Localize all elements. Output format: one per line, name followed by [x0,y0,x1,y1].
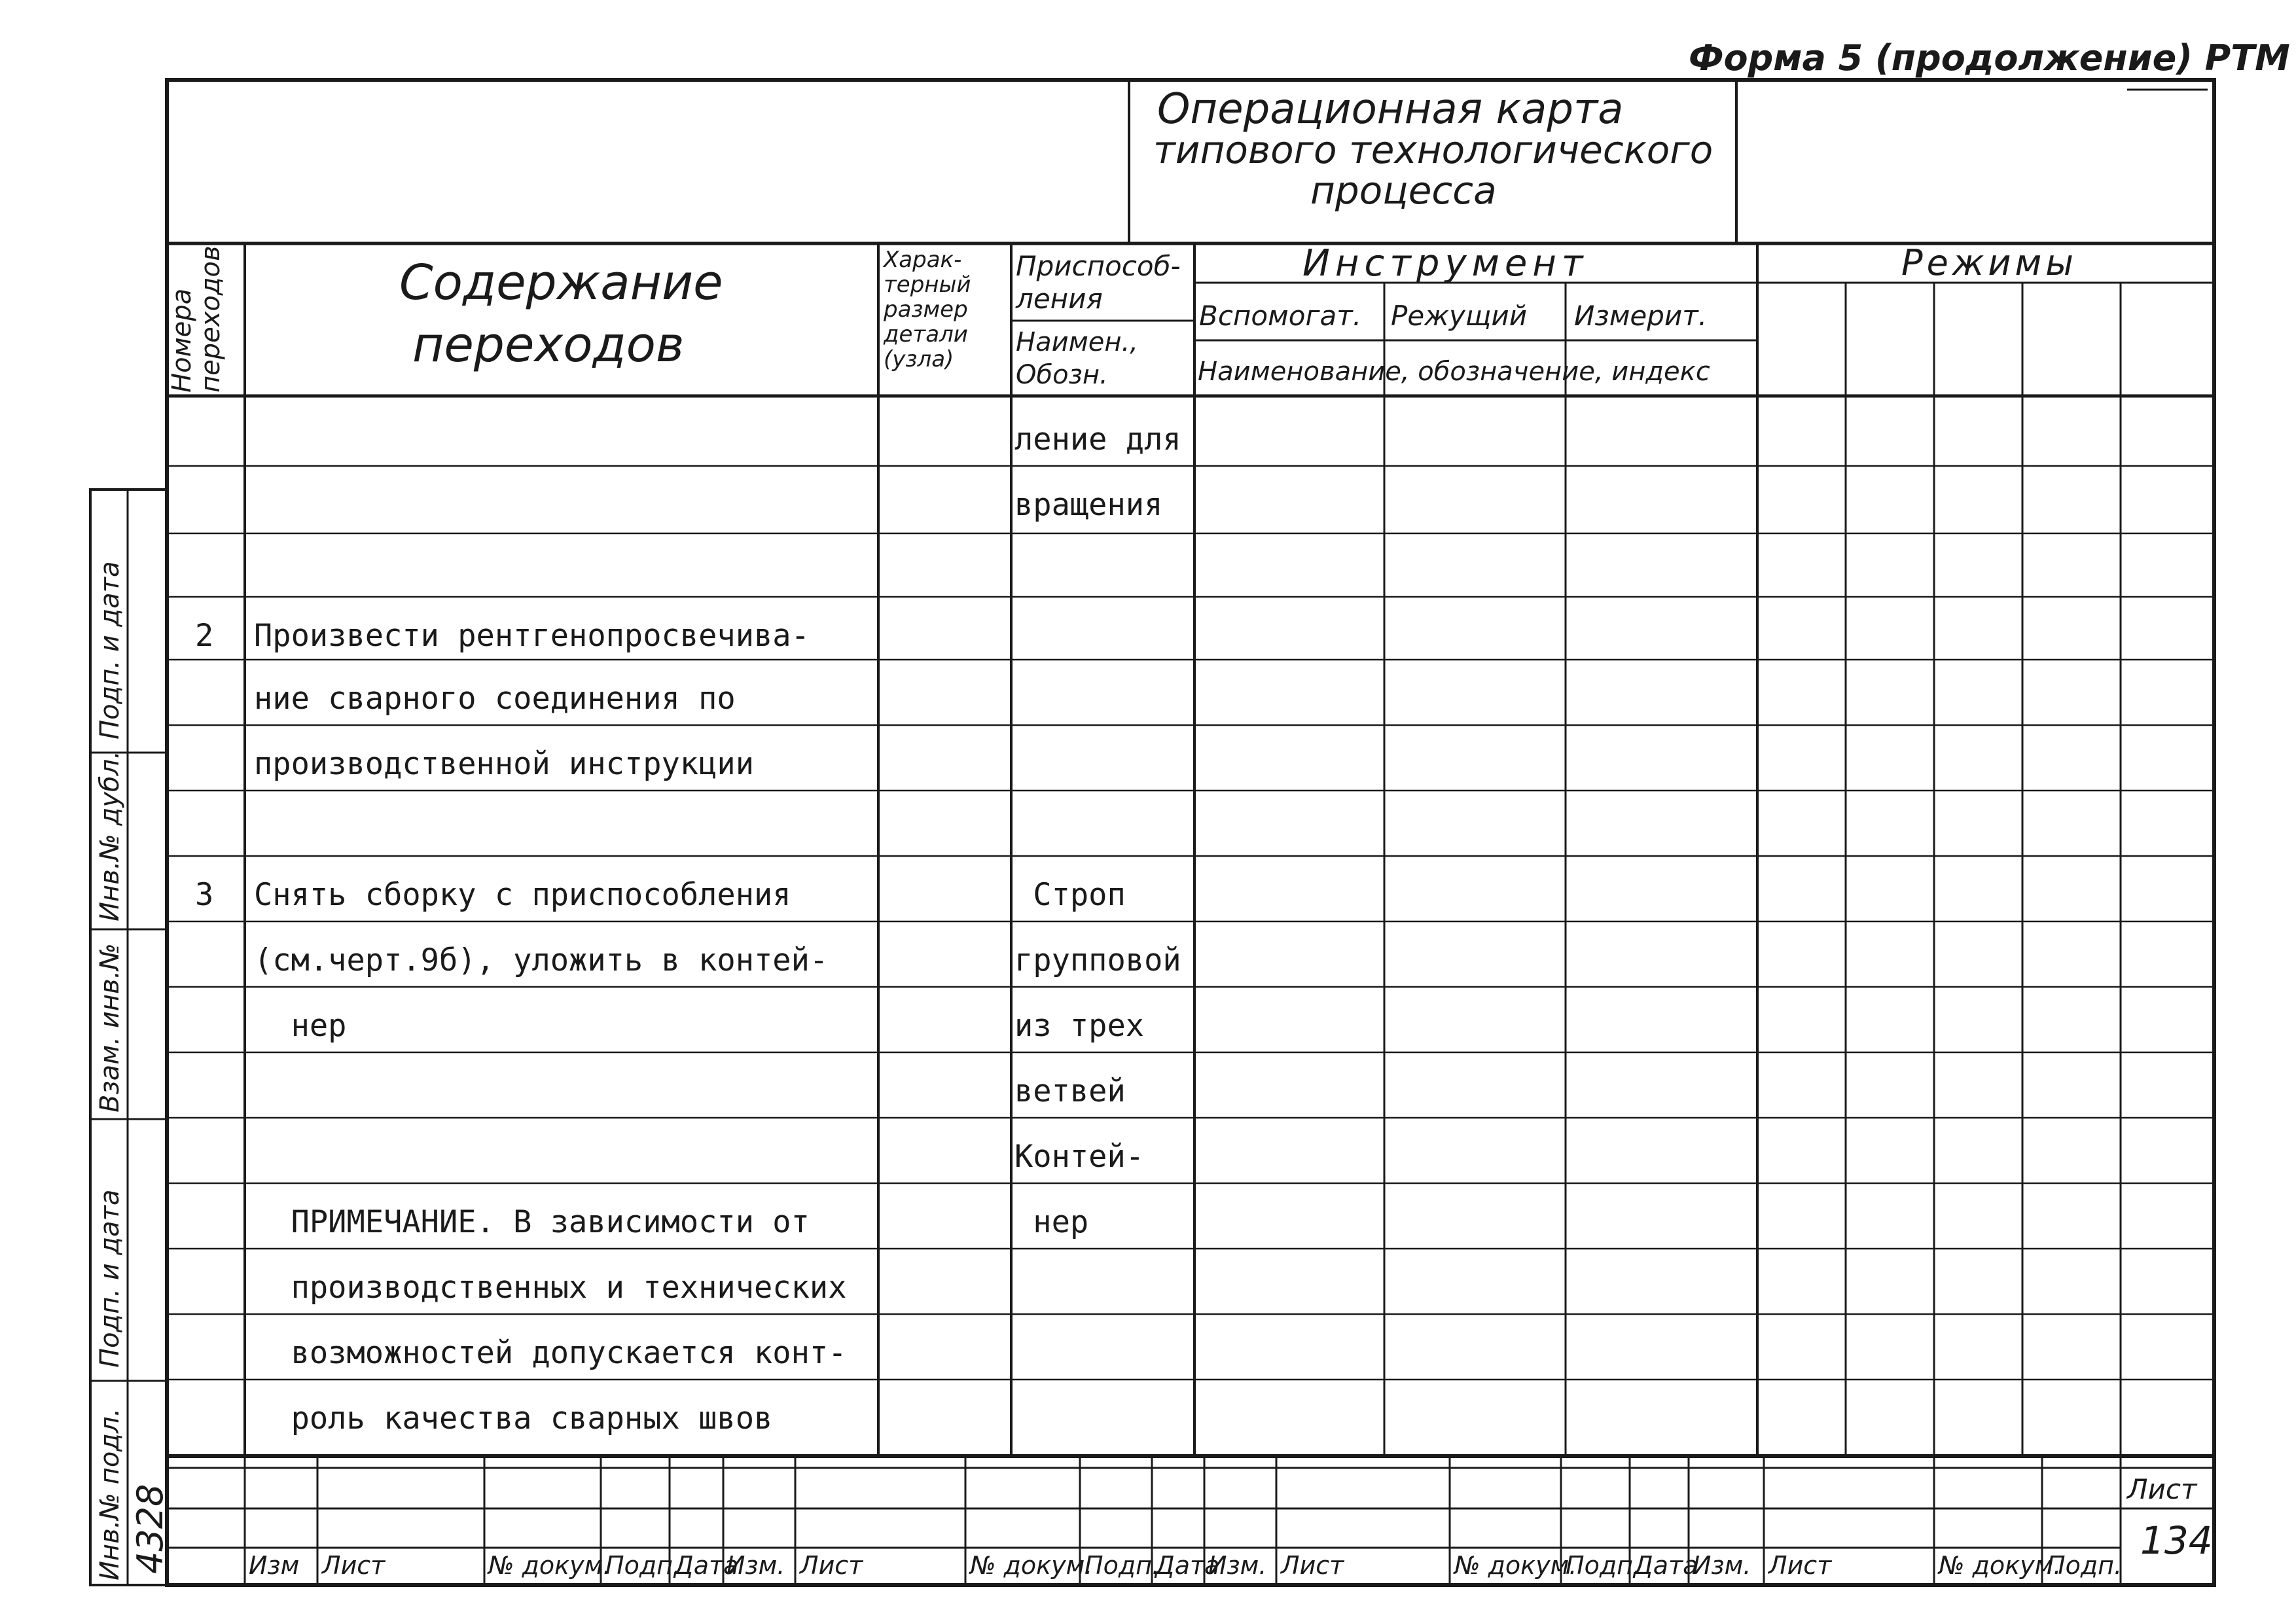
footer-label: Изм [249,1551,300,1580]
footer-label: Подп. [1566,1551,1641,1580]
header-instr-cut: Режущий [1391,300,1528,332]
footer-label: Изм. [1693,1551,1751,1580]
footer-label: Изм. [1208,1551,1267,1580]
stamp-sign-date-1: Подп. и дата [95,561,125,740]
header-fixtures-line1: Приспособ- [1016,250,1181,282]
stamp-dup-inv: Инв.№ дубл. [95,751,125,921]
stamp-orig-inv: Инв.№ подл. [95,1408,125,1580]
header-fixtures [1016,250,1181,315]
footer-label: Лист [800,1551,863,1580]
form-label: Форма 5 (продолжение) РТМ [1689,37,2290,79]
header-instr-meas: Измерит. [1574,300,1708,332]
footer-label: Дата [1155,1551,1220,1580]
row-fixture: нер [1014,1204,1089,1240]
footer-label: Дата [1634,1551,1698,1580]
row-content: Произвести рентгенопросвечива- [254,618,810,654]
row-content: ние сварного соединения по [254,681,736,717]
header-char-size-line4: детали [884,321,968,348]
header-fixtures-sub-line2: Обозн. [1016,360,1108,390]
row-fixture: Контей- [1014,1139,1145,1175]
header-char-size-line3: размер [884,296,968,323]
row-content: Снять сборку с приспособления [254,877,791,913]
row-fixture: из трех [1014,1008,1145,1044]
row-fixture: групповой [1014,942,1181,978]
row-content: (см.черт.9б), уложить в контей- [254,942,829,978]
footer-label: № докум. [1454,1551,1577,1580]
card-title-line1: Операционная карта [1157,85,1624,134]
row-number: 3 [195,877,214,913]
sheet-number: 134 [2140,1518,2213,1563]
row-content: ПРИМЕЧАНИЕ. В зависимости от [254,1204,810,1240]
header-char-size-line5: (узла) [884,346,954,372]
footer-label: Подп. [2047,1551,2123,1580]
sheet-label: Лист [2127,1473,2197,1505]
row-fixture: Строп [1014,877,1126,913]
header-fixtures-line2: ления [1016,283,1103,315]
stamp-replaced-inv: Взам. инв.№ [95,943,125,1113]
header-char-size-line2: терный [884,272,971,298]
row-content: нер [254,1008,347,1044]
header-modes: Режимы [1901,242,2077,283]
row-content: возможностей допускается конт- [254,1335,847,1371]
header-content-line1: Содержание [399,255,723,311]
header-instr-aux: Вспомогат. [1199,300,1362,332]
inv-number: 4328 [130,1484,171,1574]
card-title-line3: процесса [1310,168,1497,213]
header-fixtures-sub-line1: Наимен., [1016,327,1138,357]
header-instrument: Инструмент [1302,242,1588,285]
header-char-size-line1: Харак- [884,247,962,273]
row-number: 2 [195,618,214,654]
header-content-line2: переходов [412,317,685,373]
footer-label: Лист [1281,1551,1344,1580]
footer-label: Лист [322,1551,386,1580]
header-step-numbers [169,245,224,393]
footer-label: Лист [1768,1551,1832,1580]
row-fixture: ление для [1014,421,1181,457]
row-fixture: ветвей [1014,1073,1126,1109]
footer-label: Подп. [1085,1551,1160,1580]
footer-label: № докум. [1939,1551,2062,1580]
footer-label: Подп. [605,1551,681,1580]
footer-label: № докум. [970,1551,1093,1580]
footer-label: Дата [674,1551,739,1580]
row-content: производственной инструкции [254,746,755,782]
header-step-numbers-line2: переходов [196,245,226,393]
stamp-sign-date-2: Подп. и дата [95,1189,125,1368]
header-step-numbers-line1: Номера [167,288,197,393]
card-title-line2: типового технологического [1153,128,1713,172]
header-fixtures-sub [1016,326,1138,391]
row-content: роль качества сварных швов [254,1400,773,1436]
footer-label: Изм. [726,1551,785,1580]
header-instr-sub: Наименование, обозначение, индекс [1198,357,1710,387]
row-fixture: вращения [1014,487,1163,523]
row-content: производственных и технических [254,1270,847,1306]
header-char-size [884,247,971,372]
footer-label: № докум. [488,1551,611,1580]
